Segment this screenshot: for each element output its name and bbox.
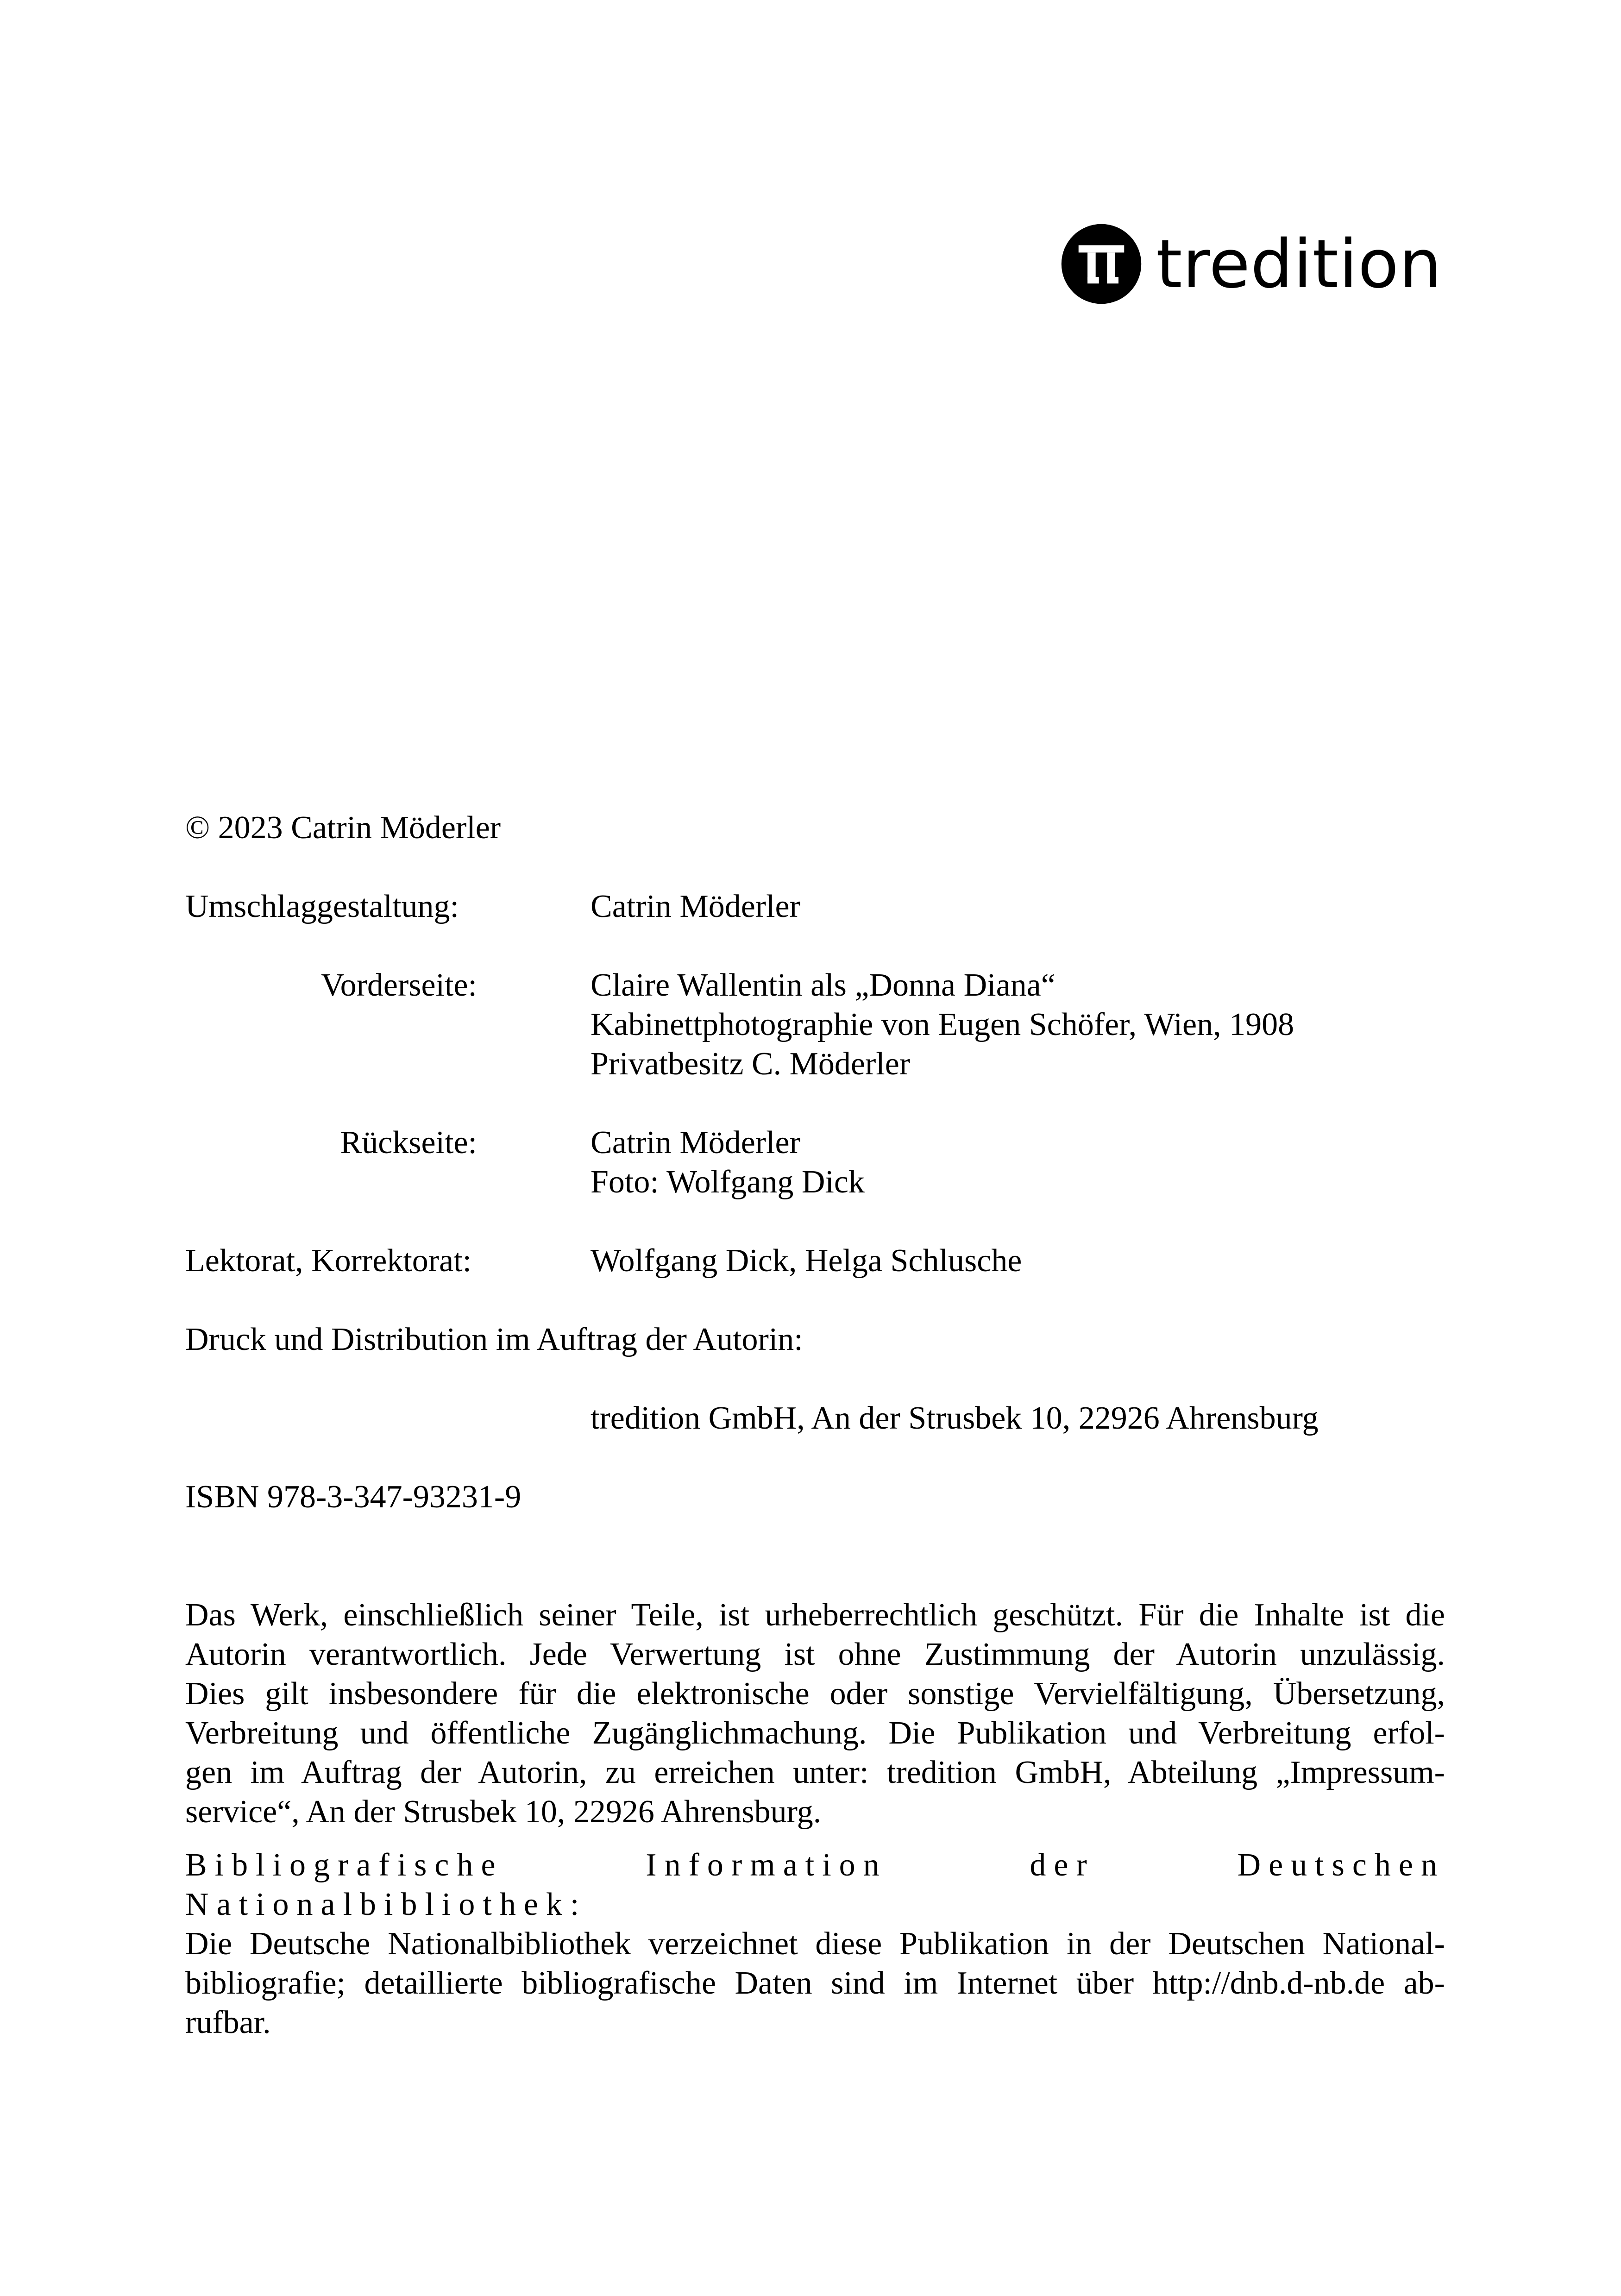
distribution-heading: Druck und Distribution im Auftrag der Autorin: — [185, 1322, 803, 1357]
distribution-address: tredition GmbH, An der Strusbek 10, 22926 Ahrensburg — [591, 1400, 1319, 1436]
publisher-logo — [1061, 222, 1442, 306]
bibliographic-heading: Bibliografische Information der Deutschen Nationalbibliothek: — [185, 1847, 1445, 1922]
legal-notice — [185, 1595, 1445, 1832]
imprint-block — [185, 808, 1445, 2056]
copyright-line: © 2023 Catrin Möderler — [185, 810, 501, 846]
credit-values — [591, 966, 1294, 1084]
legal-notice-line: Autorin verantwortlich. Jede Verwertung ist ohne Zustimmung der Autorin unzulässig. — [185, 1637, 1445, 1672]
credit-label: Umschlaggestaltung: — [185, 889, 459, 924]
bibliographic-line: Die Deutsche Nationalbibliothek verzeichnet diese Publikation in der Deutschen National- — [185, 1926, 1445, 1962]
credit-values — [591, 887, 800, 926]
credit-label: Lektorat, Korrektorat: — [185, 1243, 472, 1279]
legal-notice-line: Das Werk, einschließlich seiner Teile, ist urheberrechtlich geschützt. Für die Inhalte ist die — [185, 1597, 1445, 1633]
legal-notice-line: gen im Auftrag der Autorin, zu erreichen unter: tredition GmbH, Abteilung „Impressum- — [185, 1755, 1445, 1790]
bibliographic-line: bibliografie; detaillierte bibliografische Daten sind im Internet über http://dnb.d-nb.de ab- — [185, 1965, 1445, 2001]
bibliographic-line: rufbar. — [185, 2005, 271, 2040]
credit-value: Kabinettphotographie von Eugen Schöfer, Wien, 1908 — [591, 1007, 1294, 1042]
legal-notice-line: service“, An der Strusbek 10, 22926 Ahrensburg. — [185, 1794, 822, 1830]
isbn-number: ISBN 978-3-347-93231-9 — [185, 1479, 521, 1515]
bibliographic-info — [185, 1845, 1445, 2042]
credit-front-side — [185, 966, 1445, 1084]
credit-values — [591, 1123, 865, 1202]
credit-value: Catrin Möderler — [591, 889, 800, 924]
credit-value: Catrin Möderler — [591, 1125, 800, 1161]
credit-values — [591, 1241, 1022, 1280]
credit-value: Claire Wallentin als „Donna Diana“ — [591, 967, 1056, 1003]
credit-value: Wolfgang Dick, Helga Schlusche — [591, 1243, 1022, 1279]
legal-notice-line: Verbreitung und öffentliche Zugänglichmachung. Die Publikation und Verbreitung erfol- — [185, 1715, 1445, 1751]
credit-label: Vorderseite: — [321, 967, 477, 1003]
tredition-logo-icon — [1061, 223, 1142, 305]
credit-label: Rückseite: — [340, 1125, 477, 1161]
credit-value: Privatbesitz C. Möderler — [591, 1046, 911, 1082]
publisher-wordmark: tredition — [1156, 225, 1442, 303]
credit-back-side — [185, 1123, 1445, 1202]
credit-editing — [185, 1241, 1445, 1280]
credit-cover-design — [185, 887, 1445, 926]
credit-value: Foto: Wolfgang Dick — [591, 1164, 865, 1200]
legal-notice-line: Dies gilt insbesondere für die elektronische oder sonstige Vervielfältigung, Übersetzung, — [185, 1676, 1445, 1712]
